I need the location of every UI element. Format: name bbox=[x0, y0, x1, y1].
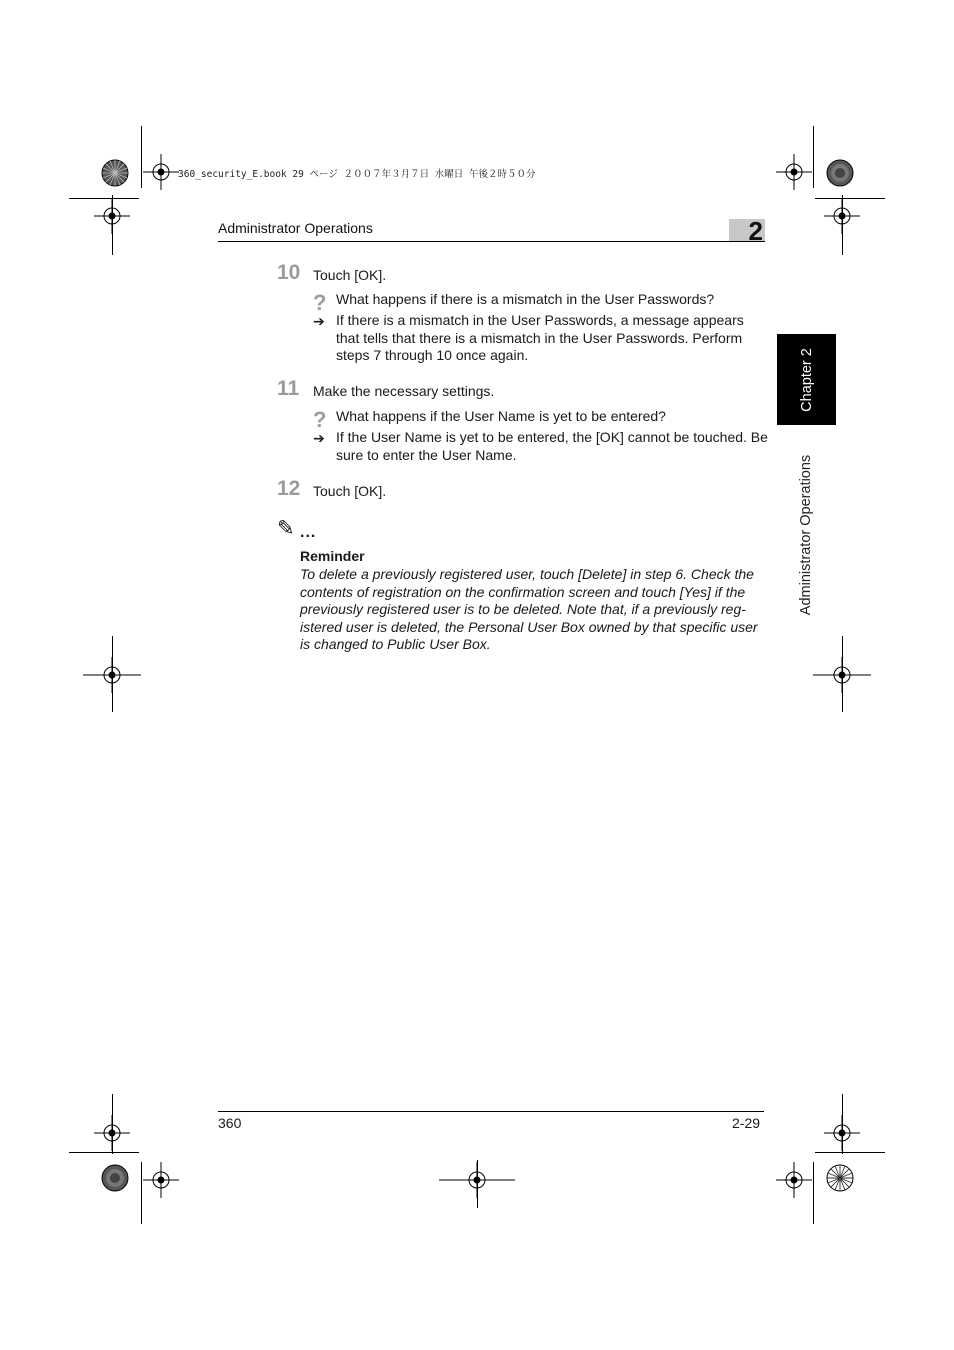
header-rule bbox=[218, 241, 765, 242]
footer-page-number: 2-29 bbox=[732, 1115, 761, 1131]
registration-target-icon bbox=[94, 1115, 130, 1151]
note-ellipsis: ... bbox=[300, 524, 317, 541]
step-number: 10 bbox=[277, 261, 301, 284]
step-question: What happens if there is a mismatch in the User Passwords? bbox=[336, 291, 715, 307]
step-instruction: Make the necessary settings. bbox=[313, 383, 495, 399]
reminder-text: To delete a previously registered user, touch [Delete] in step 6. Check the contents of registration on the confirmation screen and touch [Yes] if the previously registered user is to be deleted. Note that, if a previously reg-istered user is deleted, the Personal User Box owned by that specific user is changed to Public User Box. bbox=[300, 566, 758, 653]
registration-target-icon bbox=[94, 198, 130, 234]
right-arrow-icon: ➔ bbox=[313, 313, 325, 329]
right-arrow-icon: ➔ bbox=[313, 430, 325, 446]
side-tab-chapter-label: Chapter 2 bbox=[799, 347, 815, 412]
chapter-number-box bbox=[729, 216, 765, 246]
color-rosette-icon bbox=[101, 159, 129, 187]
chapter-number: 2 bbox=[748, 216, 763, 246]
step-number: 11 bbox=[277, 377, 300, 400]
registration-target-icon bbox=[824, 198, 860, 234]
registration-target-icon bbox=[813, 657, 871, 693]
step-answer: If there is a mismatch in the User Passwords, a message appears that tells that there is a mismatch in the User Passwords. Perform steps 7 through 10 once again. bbox=[336, 312, 744, 363]
question-mark-icon: ? bbox=[313, 407, 327, 432]
step-instruction: Touch [OK]. bbox=[313, 267, 387, 283]
question-mark-icon: ? bbox=[313, 290, 327, 315]
color-rosette-icon bbox=[826, 159, 854, 187]
side-section-label: Administrator Operations bbox=[798, 454, 814, 616]
reminder-title: Reminder bbox=[300, 548, 365, 564]
registration-target-icon bbox=[143, 1162, 179, 1198]
registration-target-icon bbox=[776, 154, 812, 190]
registration-target-icon bbox=[439, 1162, 515, 1198]
registration-target-icon bbox=[824, 1115, 860, 1151]
registration-target-icon bbox=[776, 1162, 812, 1198]
step-number: 12 bbox=[277, 477, 301, 500]
step-question: What happens if the User Name is yet to be entered? bbox=[336, 408, 666, 424]
step-answer: If the User Name is yet to be entered, the [OK] cannot be touched. Be sure to enter the User Name. bbox=[336, 429, 768, 463]
running-header-title: Administrator Operations bbox=[218, 220, 373, 236]
color-rosette-icon bbox=[101, 1164, 129, 1192]
step-instruction: Touch [OK]. bbox=[313, 483, 387, 499]
pencil-icon: ✎ bbox=[277, 517, 295, 540]
footer-rule bbox=[218, 1111, 764, 1112]
registration-target-icon bbox=[143, 154, 179, 190]
chapter-side-tab bbox=[777, 334, 836, 425]
print-job-header: 360_security_E.book 29 ページ ２００７年３月７日 水曜日 午後２時５０分 bbox=[178, 169, 536, 180]
color-rosette-icon bbox=[826, 1164, 854, 1192]
registration-target-icon bbox=[83, 657, 141, 693]
footer-model-number: 360 bbox=[218, 1115, 242, 1131]
